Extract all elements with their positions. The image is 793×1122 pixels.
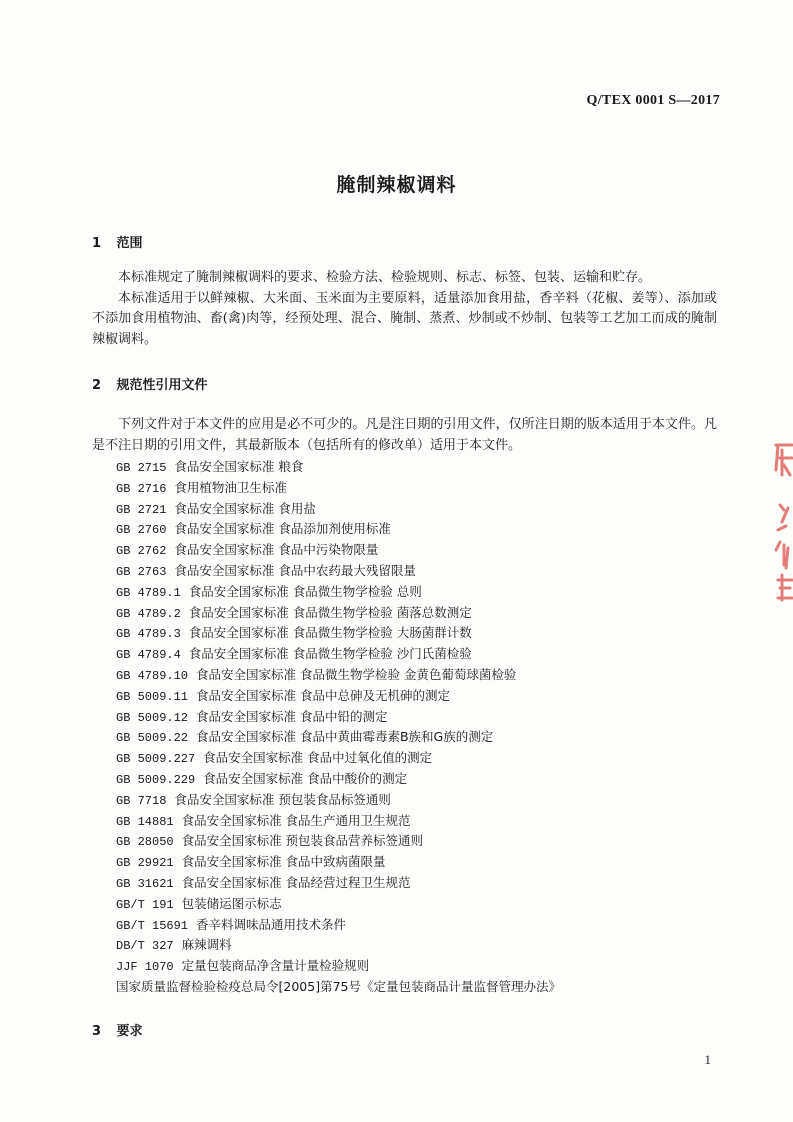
reference-code: DB/T 327 [116,939,174,954]
reference-item [116,478,561,499]
stamp-glyph-1 [776,445,792,475]
reference-code: GB 2760 [116,523,167,538]
reference-item [116,769,561,790]
reference-title: 食品安全国家标准 预包装食品营养标签通则 [181,833,424,849]
reference-title: 食品安全国家标准 食品微生物学检验 大肠菌群计数 [188,625,472,641]
reference-code: GB 4789.4 [116,648,181,663]
reference-title: 食品安全国家标准 食品中黄曲霉毒素B族和G族的测定 [195,729,494,745]
reference-code: GB 5009.12 [116,710,189,725]
section-number: 2 [92,378,102,393]
reference-item [116,852,561,873]
reference-code: GB 2715 [116,461,167,475]
reference-item [116,519,561,540]
reference-code: GB 31621 [116,876,174,891]
reference-title: 食品安全国家标准 食品中过氧化值的测定 [203,750,433,766]
stamp-glyph-3 [776,542,788,568]
section-number: 1 [92,236,102,251]
section-number: 3 [92,1024,102,1039]
reference-item [116,977,561,998]
reference-item [116,707,561,728]
reference-code: GB 2716 [116,481,167,496]
reference-item [116,603,561,624]
reference-item [116,499,561,520]
reference-title: 食品安全国家标准 食品经营过程卫生规范 [181,874,411,890]
reference-code: JJF 1070 [116,960,174,975]
reference-code: GB 2762 [116,544,167,559]
section-3-heading [92,1020,143,1039]
reference-item [116,623,561,644]
reference-title: 食品安全国家标准 食品微生物学检验 金黄色葡萄球菌检验 [195,666,517,682]
seal-stamp-graphic [770,430,793,605]
reference-item [116,831,561,852]
reference-code: GB 29921 [116,856,174,871]
reference-code: GB 5009.11 [116,689,189,704]
reference-item [116,811,561,832]
reference-item [116,894,561,915]
scope-paragraphs [92,268,717,350]
reference-title: 食品安全国家标准 食品添加剂使用标准 [174,521,391,537]
reference-title: 食品安全国家标准 食品中酸价的测定 [203,770,408,786]
reference-title: 麻辣调料 [181,937,232,953]
standard-code: Q/TEX 0001 S—2017 [586,93,720,108]
reference-code: GB 4789.1 [116,585,181,600]
reference-title: 包装储运图示标志 [181,895,282,911]
reference-title: 食品安全国家标准 食品微生物学检验 菌落总数测定 [188,604,472,620]
reference-code: GB 4789.10 [116,668,189,683]
reference-title: 食品安全国家标准 食品微生物学检验 总则 [188,583,422,599]
reference-title: 食品安全国家标准 预包装食品标签通则 [174,791,391,807]
reference-title: 香辛料调味品通用技术条件 [195,916,346,932]
reference-item [116,935,561,956]
reference-title: 食用植物油卫生标准 [174,479,287,495]
reference-title: 定量包装商品净含量计量检验规则 [181,958,370,974]
reference-item [116,790,561,811]
page-number: 1 [704,1052,711,1067]
reference-item [116,727,561,748]
reference-title: 食品安全国家标准 食品生产通用卫生规范 [181,812,411,828]
reference-code: GB 5009.229 [116,772,196,787]
section-2-heading [92,374,208,393]
reference-item [116,748,561,769]
reference-title: 食品安全国家标准 食品中致病菌限量 [181,854,386,870]
reference-item [116,561,561,582]
reference-item [116,956,561,977]
reference-code: GB 7718 [116,793,167,808]
scope-paragraph: 本标准适用于以鲜辣椒、大米面、玉米面为主要原料，适量添加食用盐，香辛料（花椒、姜等）、添加或不添加食用植物油、畜(禽)肉等，经预处理、混合、腌制、蒸煮、炒制或不炒制、包装等工艺加工而成的腌制辣椒调料。 [92,290,717,347]
reference-code: GB 14881 [116,814,174,829]
reference-item [116,540,561,561]
reference-title: 食品安全国家标准 食品中污染物限量 [174,542,379,558]
stamp-glyph-2 [778,505,788,530]
reference-title: 食品安全国家标准 食品中农药最大残留限量 [174,562,416,578]
reference-code: GB 28050 [116,835,174,850]
reference-title: 食品安全国家标准 粮食 [174,459,304,474]
reference-item [116,686,561,707]
scope-paragraph: 本标准规定了腌制辣椒调料的要求、检验方法、检验规则、标志、标签、包装、运输和贮存。 [118,270,652,285]
section-title: 要求 [116,1024,143,1039]
section-1-heading [92,232,143,251]
reference-item [116,457,561,478]
document-title: 腌制辣椒调料 [336,174,457,196]
reference-title: 国家质量监督检验检疫总局令[2005]第75号《定量包装商品计量监督管理办法》 [116,978,561,994]
reference-item [116,665,561,686]
reference-item [116,582,561,603]
reference-title: 食品安全国家标准 食品微生物学检验 沙门氏菌检验 [188,646,472,662]
seal-stamp-fragment [770,430,793,605]
stamp-strokes [776,445,792,600]
reference-item [116,873,561,894]
reference-code: GB 2721 [116,502,167,517]
reference-code: GB 5009.22 [116,731,189,746]
reference-code: GB 2763 [116,564,167,579]
references-intro-text: 下列文件对于本文件的应用是必不可少的。凡是注日期的引用文件，仅所注日期的版本适用于本文件。凡是不注日期的引用文件，其最新版本（包括所有的修改单）适用于本文件。 [92,417,717,453]
reference-item [116,644,561,665]
reference-code: GB 4789.2 [116,606,181,621]
reference-title: 食品安全国家标准 食品中铅的测定 [195,708,388,724]
section-title: 范围 [116,236,143,251]
reference-title: 食品安全国家标准 食用盐 [174,500,316,516]
section-title: 规范性引用文件 [116,378,208,393]
reference-list [116,457,561,998]
reference-code: GB/T 191 [116,897,174,912]
reference-code: GB 5009.227 [116,752,196,767]
references-intro [92,415,717,456]
stamp-glyph-4 [778,575,792,600]
reference-code: GB/T 15691 [116,918,189,933]
reference-code: GB 4789.3 [116,627,181,642]
reference-item [116,915,561,936]
reference-title: 食品安全国家标准 食品中总砷及无机砷的测定 [195,687,450,703]
